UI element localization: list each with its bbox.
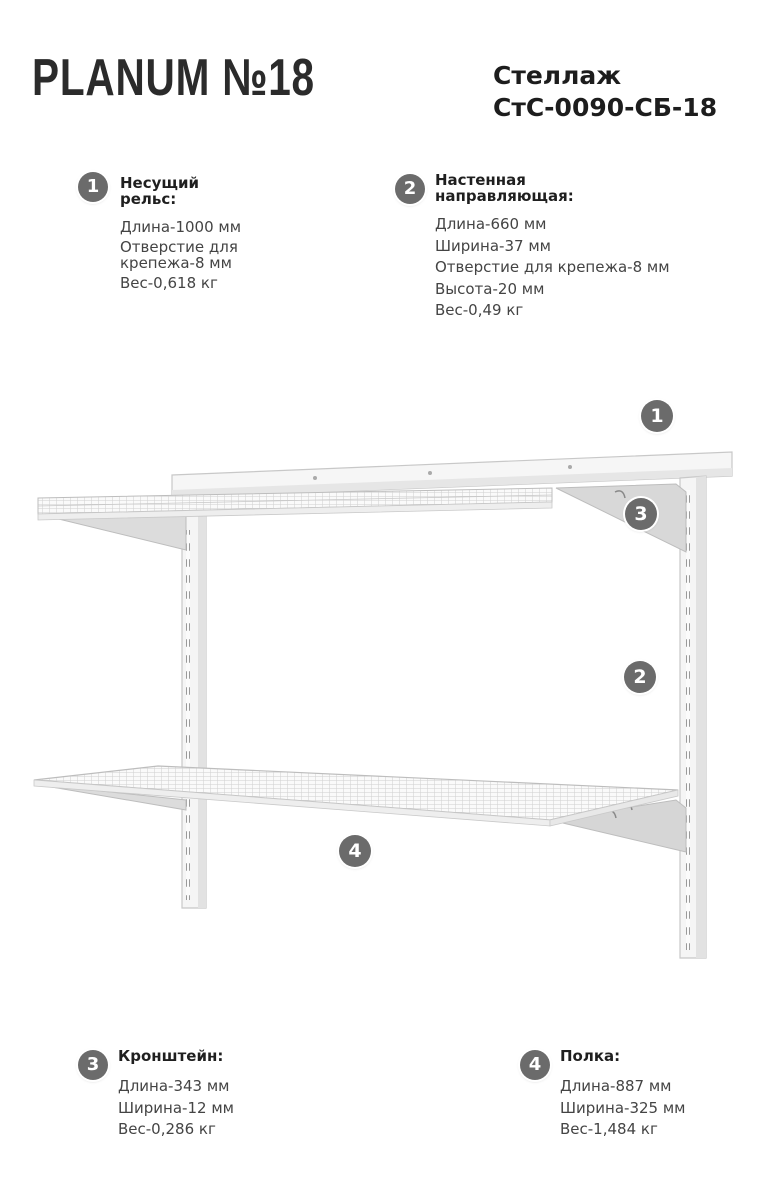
spec-number-badge: 3 bbox=[78, 1050, 108, 1080]
shelving-diagram bbox=[0, 380, 780, 984]
spec-heading: Несущий рельс: bbox=[120, 174, 199, 208]
spec-line: Длина-1000 мм bbox=[120, 218, 242, 236]
spec-line: Ширина-325 мм bbox=[560, 1098, 686, 1117]
spec-line: Вес-0,286 кг bbox=[118, 1120, 216, 1138]
diagram-label-rail: 1 bbox=[641, 400, 673, 432]
spec-line: Отверстие для крепежа-8 мм bbox=[435, 258, 670, 276]
brand-logo: PLANUM №18 bbox=[32, 49, 315, 107]
spec-line: Отверстие для крепежа-8 мм bbox=[120, 238, 238, 272]
spec-heading: Настенная направляющая: bbox=[435, 171, 574, 205]
diagram-label-shelf: 4 bbox=[339, 835, 371, 867]
product-title bbox=[493, 60, 717, 124]
wall-upright-left bbox=[182, 512, 206, 908]
spec-number-badge: 1 bbox=[78, 172, 108, 202]
shelving-illustration bbox=[0, 380, 780, 980]
spec-line: Длина-343 мм bbox=[118, 1077, 230, 1095]
spec-line: Вес-0,618 кг bbox=[120, 274, 218, 292]
spec-line: Вес-1,484 кг bbox=[560, 1120, 658, 1138]
spec-number-badge: 4 bbox=[520, 1050, 550, 1080]
diagram-label-bracket: 3 bbox=[625, 498, 657, 530]
spec-line: Высота-20 мм bbox=[435, 279, 545, 298]
spec-line: Длина-887 мм bbox=[560, 1077, 672, 1095]
spec-line: Ширина-37 мм bbox=[435, 236, 551, 255]
spec-heading: Кронштейн: bbox=[118, 1047, 224, 1065]
product-title-line-1: Стеллаж bbox=[493, 61, 622, 90]
upper-shelf bbox=[38, 488, 552, 520]
spec-line: Вес-0,49 кг bbox=[435, 301, 524, 319]
spec-number-badge: 2 bbox=[395, 174, 425, 204]
diagram-label-upright: 2 bbox=[624, 661, 656, 693]
spec-line: Длина-660 мм bbox=[435, 215, 547, 233]
spec-heading: Полка: bbox=[560, 1047, 621, 1065]
spec-line: Ширина-12 мм bbox=[118, 1098, 234, 1117]
product-title-line-2: СтС-0090-СБ-18 bbox=[493, 93, 718, 122]
